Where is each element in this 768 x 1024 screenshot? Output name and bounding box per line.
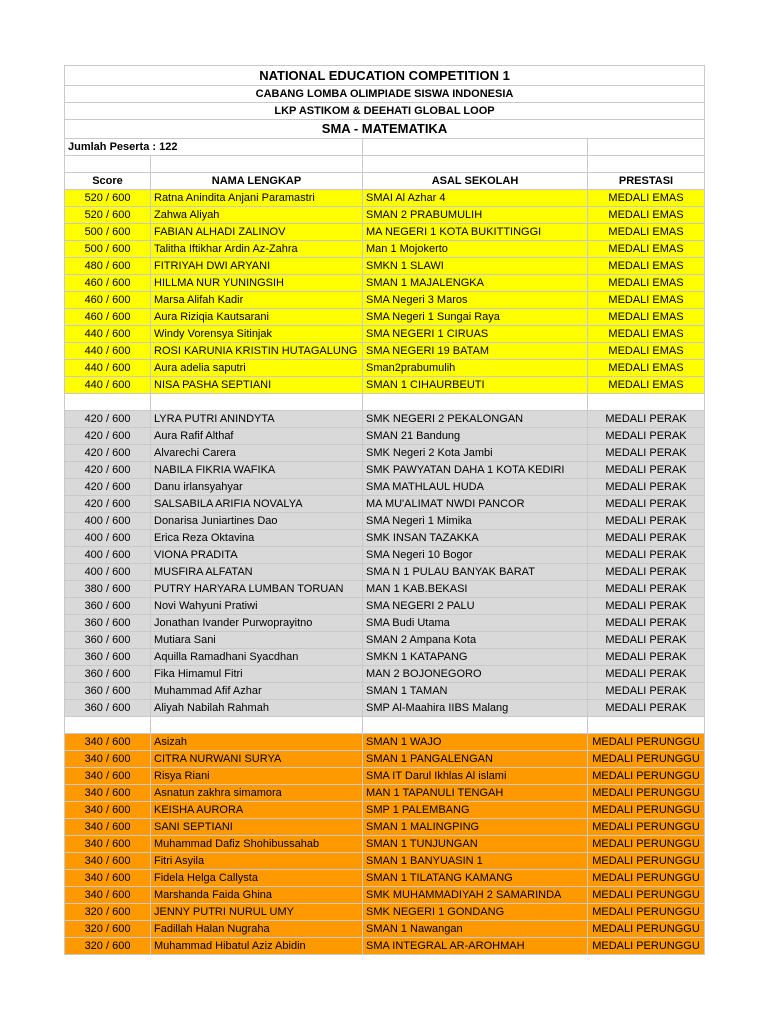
score-cell: 420 / 600 (65, 428, 151, 445)
table-row (65, 768, 705, 785)
table-row (65, 887, 705, 904)
name-cell: CITRA NURWANI SURYA (151, 751, 363, 768)
table-row (65, 581, 705, 598)
award-cell: MEDALI EMAS (588, 190, 705, 207)
award-cell: MEDALI EMAS (588, 258, 705, 275)
school-cell: SMAN 1 PANGALENGAN (363, 751, 588, 768)
award-cell: MEDALI PERUNGGU (588, 768, 705, 785)
award-cell: MEDALI PERAK (588, 445, 705, 462)
score-cell: 440 / 600 (65, 377, 151, 394)
award-cell: MEDALI PERAK (588, 632, 705, 649)
name-cell: Muhammad Hibatul Aziz Abidin (151, 938, 363, 955)
empty-cell (151, 156, 363, 173)
empty-cell (363, 394, 588, 411)
school-cell: SMA MATHLAUL HUDA (363, 479, 588, 496)
score-cell: 360 / 600 (65, 649, 151, 666)
table-row (65, 275, 705, 292)
title-row (65, 66, 705, 86)
award-cell: MEDALI PERUNGGU (588, 802, 705, 819)
table-row (65, 598, 705, 615)
school-cell: MA MU'ALIMAT NWDI PANCOR (363, 496, 588, 513)
results-table (64, 65, 705, 955)
name-cell: NISA PASHA SEPTIANI (151, 377, 363, 394)
participants-row (65, 139, 705, 156)
school-cell: SMAN 1 MAJALENGKA (363, 275, 588, 292)
table-row (65, 904, 705, 921)
name-cell: FABIAN ALHADI ZALINOV (151, 224, 363, 241)
award-cell: MEDALI PERAK (588, 513, 705, 530)
name-cell: Muhammad Afif Azhar (151, 683, 363, 700)
award-cell: MEDALI PERAK (588, 683, 705, 700)
score-cell: 360 / 600 (65, 632, 151, 649)
table-row (65, 445, 705, 462)
school-cell: MAN 2 BOJONEGORO (363, 666, 588, 683)
score-cell: 460 / 600 (65, 275, 151, 292)
score-cell: 320 / 600 (65, 904, 151, 921)
name-cell: Windy Vorensya Sitinjak (151, 326, 363, 343)
name-cell: Risya Riani (151, 768, 363, 785)
award-cell: MEDALI PERAK (588, 428, 705, 445)
award-cell: MEDALI PERAK (588, 649, 705, 666)
name-cell: ROSI KARUNIA KRISTIN HUTAGALUNG (151, 343, 363, 360)
competition-title: NATIONAL EDUCATION COMPETITION 1 (65, 66, 705, 86)
school-cell: MAN 1 TAPANULI TENGAH (363, 785, 588, 802)
school-cell: MA NEGERI 1 KOTA BUKITTINGGI (363, 224, 588, 241)
table-row (65, 632, 705, 649)
name-cell: Aura Riziqia Kautsarani (151, 309, 363, 326)
score-cell: 440 / 600 (65, 343, 151, 360)
award-cell: MEDALI EMAS (588, 207, 705, 224)
score-cell: 440 / 600 (65, 326, 151, 343)
school-cell: SMA NEGERI 2 PALU (363, 598, 588, 615)
award-cell: MEDALI EMAS (588, 292, 705, 309)
score-cell: 400 / 600 (65, 547, 151, 564)
school-cell: Sman2prabumulih (363, 360, 588, 377)
table-row (65, 836, 705, 853)
table-row (65, 241, 705, 258)
score-cell: 400 / 600 (65, 564, 151, 581)
school-cell: Man 1 Mojokerto (363, 241, 588, 258)
empty-cell (151, 717, 363, 734)
name-cell: JENNY PUTRI NURUL UMY (151, 904, 363, 921)
table-row (65, 292, 705, 309)
score-cell: 360 / 600 (65, 615, 151, 632)
school-cell: SMAN 1 TILATANG KAMANG (363, 870, 588, 887)
score-cell: 340 / 600 (65, 853, 151, 870)
award-cell: MEDALI EMAS (588, 377, 705, 394)
table-row (65, 700, 705, 717)
table-row (65, 513, 705, 530)
school-cell: SMAI Al Azhar 4 (363, 190, 588, 207)
column-header-name: NAMA LENGKAP (151, 173, 363, 190)
table-row (65, 751, 705, 768)
name-cell: Asnatun zakhra simamora (151, 785, 363, 802)
name-cell: Aura Rafif Althaf (151, 428, 363, 445)
table-row (65, 666, 705, 683)
award-cell: MEDALI PERUNGGU (588, 887, 705, 904)
group-separator-row (65, 394, 705, 411)
score-cell: 520 / 600 (65, 207, 151, 224)
award-cell: MEDALI EMAS (588, 224, 705, 241)
table-row (65, 649, 705, 666)
school-cell: SMK NEGERI 1 GONDANG (363, 904, 588, 921)
name-cell: Muhammad Dafiz Shohibussahab (151, 836, 363, 853)
name-cell: Ratna Anindita Anjani Paramastri (151, 190, 363, 207)
name-cell: Aliyah Nabilah Rahmah (151, 700, 363, 717)
score-cell: 340 / 600 (65, 802, 151, 819)
competition-subtitle: CABANG LOMBA OLIMPIADE SISWA INDONESIA (65, 86, 705, 103)
score-cell: 340 / 600 (65, 768, 151, 785)
school-cell: SMA Negeri 1 Mimika (363, 513, 588, 530)
award-cell: MEDALI PERAK (588, 615, 705, 632)
school-cell: SMK PAWYATAN DAHA 1 KOTA KEDIRI (363, 462, 588, 479)
school-cell: SMK NEGERI 2 PEKALONGAN (363, 411, 588, 428)
score-cell: 340 / 600 (65, 819, 151, 836)
score-cell: 340 / 600 (65, 887, 151, 904)
school-cell: SMAN 1 Nawangan (363, 921, 588, 938)
table-row (65, 547, 705, 564)
table-row (65, 207, 705, 224)
school-cell: SMAN 2 Ampana Kota (363, 632, 588, 649)
name-cell: Fadillah Halan Nugraha (151, 921, 363, 938)
school-cell: SMKN 1 KATAPANG (363, 649, 588, 666)
score-cell: 380 / 600 (65, 581, 151, 598)
table-row (65, 530, 705, 547)
award-cell: MEDALI EMAS (588, 343, 705, 360)
column-header-score: Score (65, 173, 151, 190)
column-header-school: ASAL SEKOLAH (363, 173, 588, 190)
award-cell: MEDALI PERUNGGU (588, 853, 705, 870)
empty-cell (65, 156, 151, 173)
score-cell: 520 / 600 (65, 190, 151, 207)
table-row (65, 258, 705, 275)
school-cell: MAN 1 KAB.BEKASI (363, 581, 588, 598)
award-cell: MEDALI PERAK (588, 666, 705, 683)
school-cell: SMA Budi Utama (363, 615, 588, 632)
award-cell: MEDALI PERAK (588, 496, 705, 513)
award-cell: MEDALI PERAK (588, 547, 705, 564)
award-cell: MEDALI PERAK (588, 564, 705, 581)
score-cell: 360 / 600 (65, 683, 151, 700)
school-cell: SMP 1 PALEMBANG (363, 802, 588, 819)
score-cell: 340 / 600 (65, 836, 151, 853)
award-cell: MEDALI PERUNGGU (588, 938, 705, 955)
score-cell: 420 / 600 (65, 462, 151, 479)
score-cell: 360 / 600 (65, 598, 151, 615)
name-cell: SANI SEPTIANI (151, 819, 363, 836)
empty-cell (363, 156, 588, 173)
table-row (65, 496, 705, 513)
school-cell: SMK INSAN TAZAKKA (363, 530, 588, 547)
table-row (65, 479, 705, 496)
school-cell: SMAN 2 PRABUMULIH (363, 207, 588, 224)
table-row (65, 819, 705, 836)
results-sheet (64, 65, 704, 955)
empty-cell (588, 717, 705, 734)
score-cell: 500 / 600 (65, 241, 151, 258)
column-header-award: PRESTASI (588, 173, 705, 190)
school-cell: SMK MUHAMMADIYAH 2 SAMARINDA (363, 887, 588, 904)
award-cell: MEDALI PERUNGGU (588, 870, 705, 887)
table-row (65, 224, 705, 241)
name-cell: Danu irlansyahyar (151, 479, 363, 496)
award-cell: MEDALI PERAK (588, 598, 705, 615)
school-cell: SMAN 1 TAMAN (363, 683, 588, 700)
table-row (65, 802, 705, 819)
award-cell: MEDALI PERUNGGU (588, 904, 705, 921)
award-cell: MEDALI PERUNGGU (588, 734, 705, 751)
score-cell: 340 / 600 (65, 751, 151, 768)
name-cell: KEISHA AURORA (151, 802, 363, 819)
name-cell: VIONA PRADITA (151, 547, 363, 564)
name-cell: Mutiara Sani (151, 632, 363, 649)
score-cell: 320 / 600 (65, 921, 151, 938)
empty-cell (65, 717, 151, 734)
name-cell: Donarisa Juniartines Dao (151, 513, 363, 530)
name-cell: SALSABILA ARIFIA NOVALYA (151, 496, 363, 513)
name-cell: NABILA FIKRIA WAFIKA (151, 462, 363, 479)
score-cell: 420 / 600 (65, 445, 151, 462)
table-row (65, 411, 705, 428)
school-cell: SMP Al-Maahira IIBS Malang (363, 700, 588, 717)
score-cell: 320 / 600 (65, 938, 151, 955)
table-row (65, 785, 705, 802)
score-cell: 420 / 600 (65, 479, 151, 496)
score-cell: 360 / 600 (65, 700, 151, 717)
name-cell: Marsa Alifah Kadir (151, 292, 363, 309)
category-title: SMA - MATEMATIKA (65, 120, 705, 139)
score-cell: 340 / 600 (65, 734, 151, 751)
table-row (65, 870, 705, 887)
table-row (65, 921, 705, 938)
award-cell: MEDALI PERAK (588, 479, 705, 496)
award-cell: MEDALI EMAS (588, 309, 705, 326)
name-cell: PUTRY HARYARA LUMBAN TORUAN (151, 581, 363, 598)
empty-cell (588, 156, 705, 173)
name-cell: Novi Wahyuni Pratiwi (151, 598, 363, 615)
name-cell: Aquilla Ramadhani Syacdhan (151, 649, 363, 666)
school-cell: SMA NEGERI 1 CIRUAS (363, 326, 588, 343)
school-cell: SMKN 1 SLAWI (363, 258, 588, 275)
school-cell: SMAN 1 WAJO (363, 734, 588, 751)
score-cell: 460 / 600 (65, 292, 151, 309)
name-cell: Marshanda Faida Ghina (151, 887, 363, 904)
score-cell: 340 / 600 (65, 870, 151, 887)
school-cell: SMA INTEGRAL AR-AROHMAH (363, 938, 588, 955)
table-row (65, 462, 705, 479)
name-cell: Fitri Asyila (151, 853, 363, 870)
school-cell: SMAN 1 TUNJUNGAN (363, 836, 588, 853)
school-cell: SMAN 1 BANYUASIN 1 (363, 853, 588, 870)
table-row (65, 683, 705, 700)
school-cell: SMAN 21 Bandung (363, 428, 588, 445)
school-cell: SMA IT Darul Ikhlas Al islami (363, 768, 588, 785)
school-cell: SMA Negeri 3 Maros (363, 292, 588, 309)
award-cell: MEDALI PERAK (588, 530, 705, 547)
award-cell: MEDALI PERUNGGU (588, 836, 705, 853)
school-cell: SMA Negeri 10 Bogor (363, 547, 588, 564)
table-row (65, 564, 705, 581)
school-cell: SMK Negeri 2 Kota Jambi (363, 445, 588, 462)
name-cell: Zahwa Aliyah (151, 207, 363, 224)
award-cell: MEDALI EMAS (588, 275, 705, 292)
table-row (65, 309, 705, 326)
name-cell: Fidela Helga Callysta (151, 870, 363, 887)
award-cell: MEDALI PERUNGGU (588, 819, 705, 836)
school-cell: SMAN 1 MALINGPING (363, 819, 588, 836)
table-row (65, 343, 705, 360)
award-cell: MEDALI PERUNGGU (588, 785, 705, 802)
award-cell: MEDALI EMAS (588, 326, 705, 343)
award-cell: MEDALI EMAS (588, 360, 705, 377)
school-cell: SMA N 1 PULAU BANYAK BARAT (363, 564, 588, 581)
table-row (65, 938, 705, 955)
score-cell: 460 / 600 (65, 309, 151, 326)
score-cell: 420 / 600 (65, 411, 151, 428)
name-cell: HILLMA NUR YUNINGSIH (151, 275, 363, 292)
award-cell: MEDALI PERAK (588, 411, 705, 428)
table-row (65, 326, 705, 343)
award-cell: MEDALI PERAK (588, 462, 705, 479)
score-cell: 360 / 600 (65, 666, 151, 683)
table-row (65, 190, 705, 207)
award-cell: MEDALI PERAK (588, 700, 705, 717)
name-cell: FITRIYAH DWI ARYANI (151, 258, 363, 275)
empty-cell (363, 139, 588, 156)
score-cell: 340 / 600 (65, 785, 151, 802)
name-cell: Talitha Iftikhar Ardin Az-Zahra (151, 241, 363, 258)
name-cell: MUSFIRA ALFATAN (151, 564, 363, 581)
table-row (65, 360, 705, 377)
school-cell: SMAN 1 CIHAURBEUTI (363, 377, 588, 394)
empty-cell (65, 394, 151, 411)
award-cell: MEDALI PERUNGGU (588, 751, 705, 768)
school-cell: SMA NEGERI 19 BATAM (363, 343, 588, 360)
empty-cell (588, 394, 705, 411)
table-row (65, 853, 705, 870)
table-row (65, 734, 705, 751)
score-cell: 480 / 600 (65, 258, 151, 275)
name-cell: Fika Himamul Fitri (151, 666, 363, 683)
score-cell: 400 / 600 (65, 530, 151, 547)
name-cell: Aura adelia saputri (151, 360, 363, 377)
award-cell: MEDALI PERAK (588, 581, 705, 598)
group-separator-row (65, 717, 705, 734)
blank-row (65, 156, 705, 173)
empty-cell (151, 394, 363, 411)
name-cell: Jonathan Ivander Purwoprayitno (151, 615, 363, 632)
category-row (65, 120, 705, 139)
empty-cell (588, 139, 705, 156)
participants-count: Jumlah Peserta : 122 (65, 139, 363, 156)
score-cell: 420 / 600 (65, 496, 151, 513)
award-cell: MEDALI EMAS (588, 241, 705, 258)
subtitle-row (65, 86, 705, 103)
organizer-label: LKP ASTIKOM & DEEHATI GLOBAL LOOP (65, 103, 705, 120)
name-cell: Erica Reza Oktavina (151, 530, 363, 547)
table-row (65, 615, 705, 632)
table-row (65, 428, 705, 445)
score-cell: 500 / 600 (65, 224, 151, 241)
name-cell: Asizah (151, 734, 363, 751)
empty-cell (363, 717, 588, 734)
award-cell: MEDALI PERUNGGU (588, 921, 705, 938)
name-cell: LYRA PUTRI ANINDYTA (151, 411, 363, 428)
column-header-row (65, 173, 705, 190)
score-cell: 440 / 600 (65, 360, 151, 377)
table-row (65, 377, 705, 394)
organizer-row (65, 103, 705, 120)
name-cell: Alvarechi Carera (151, 445, 363, 462)
school-cell: SMA Negeri 1 Sungai Raya (363, 309, 588, 326)
score-cell: 400 / 600 (65, 513, 151, 530)
